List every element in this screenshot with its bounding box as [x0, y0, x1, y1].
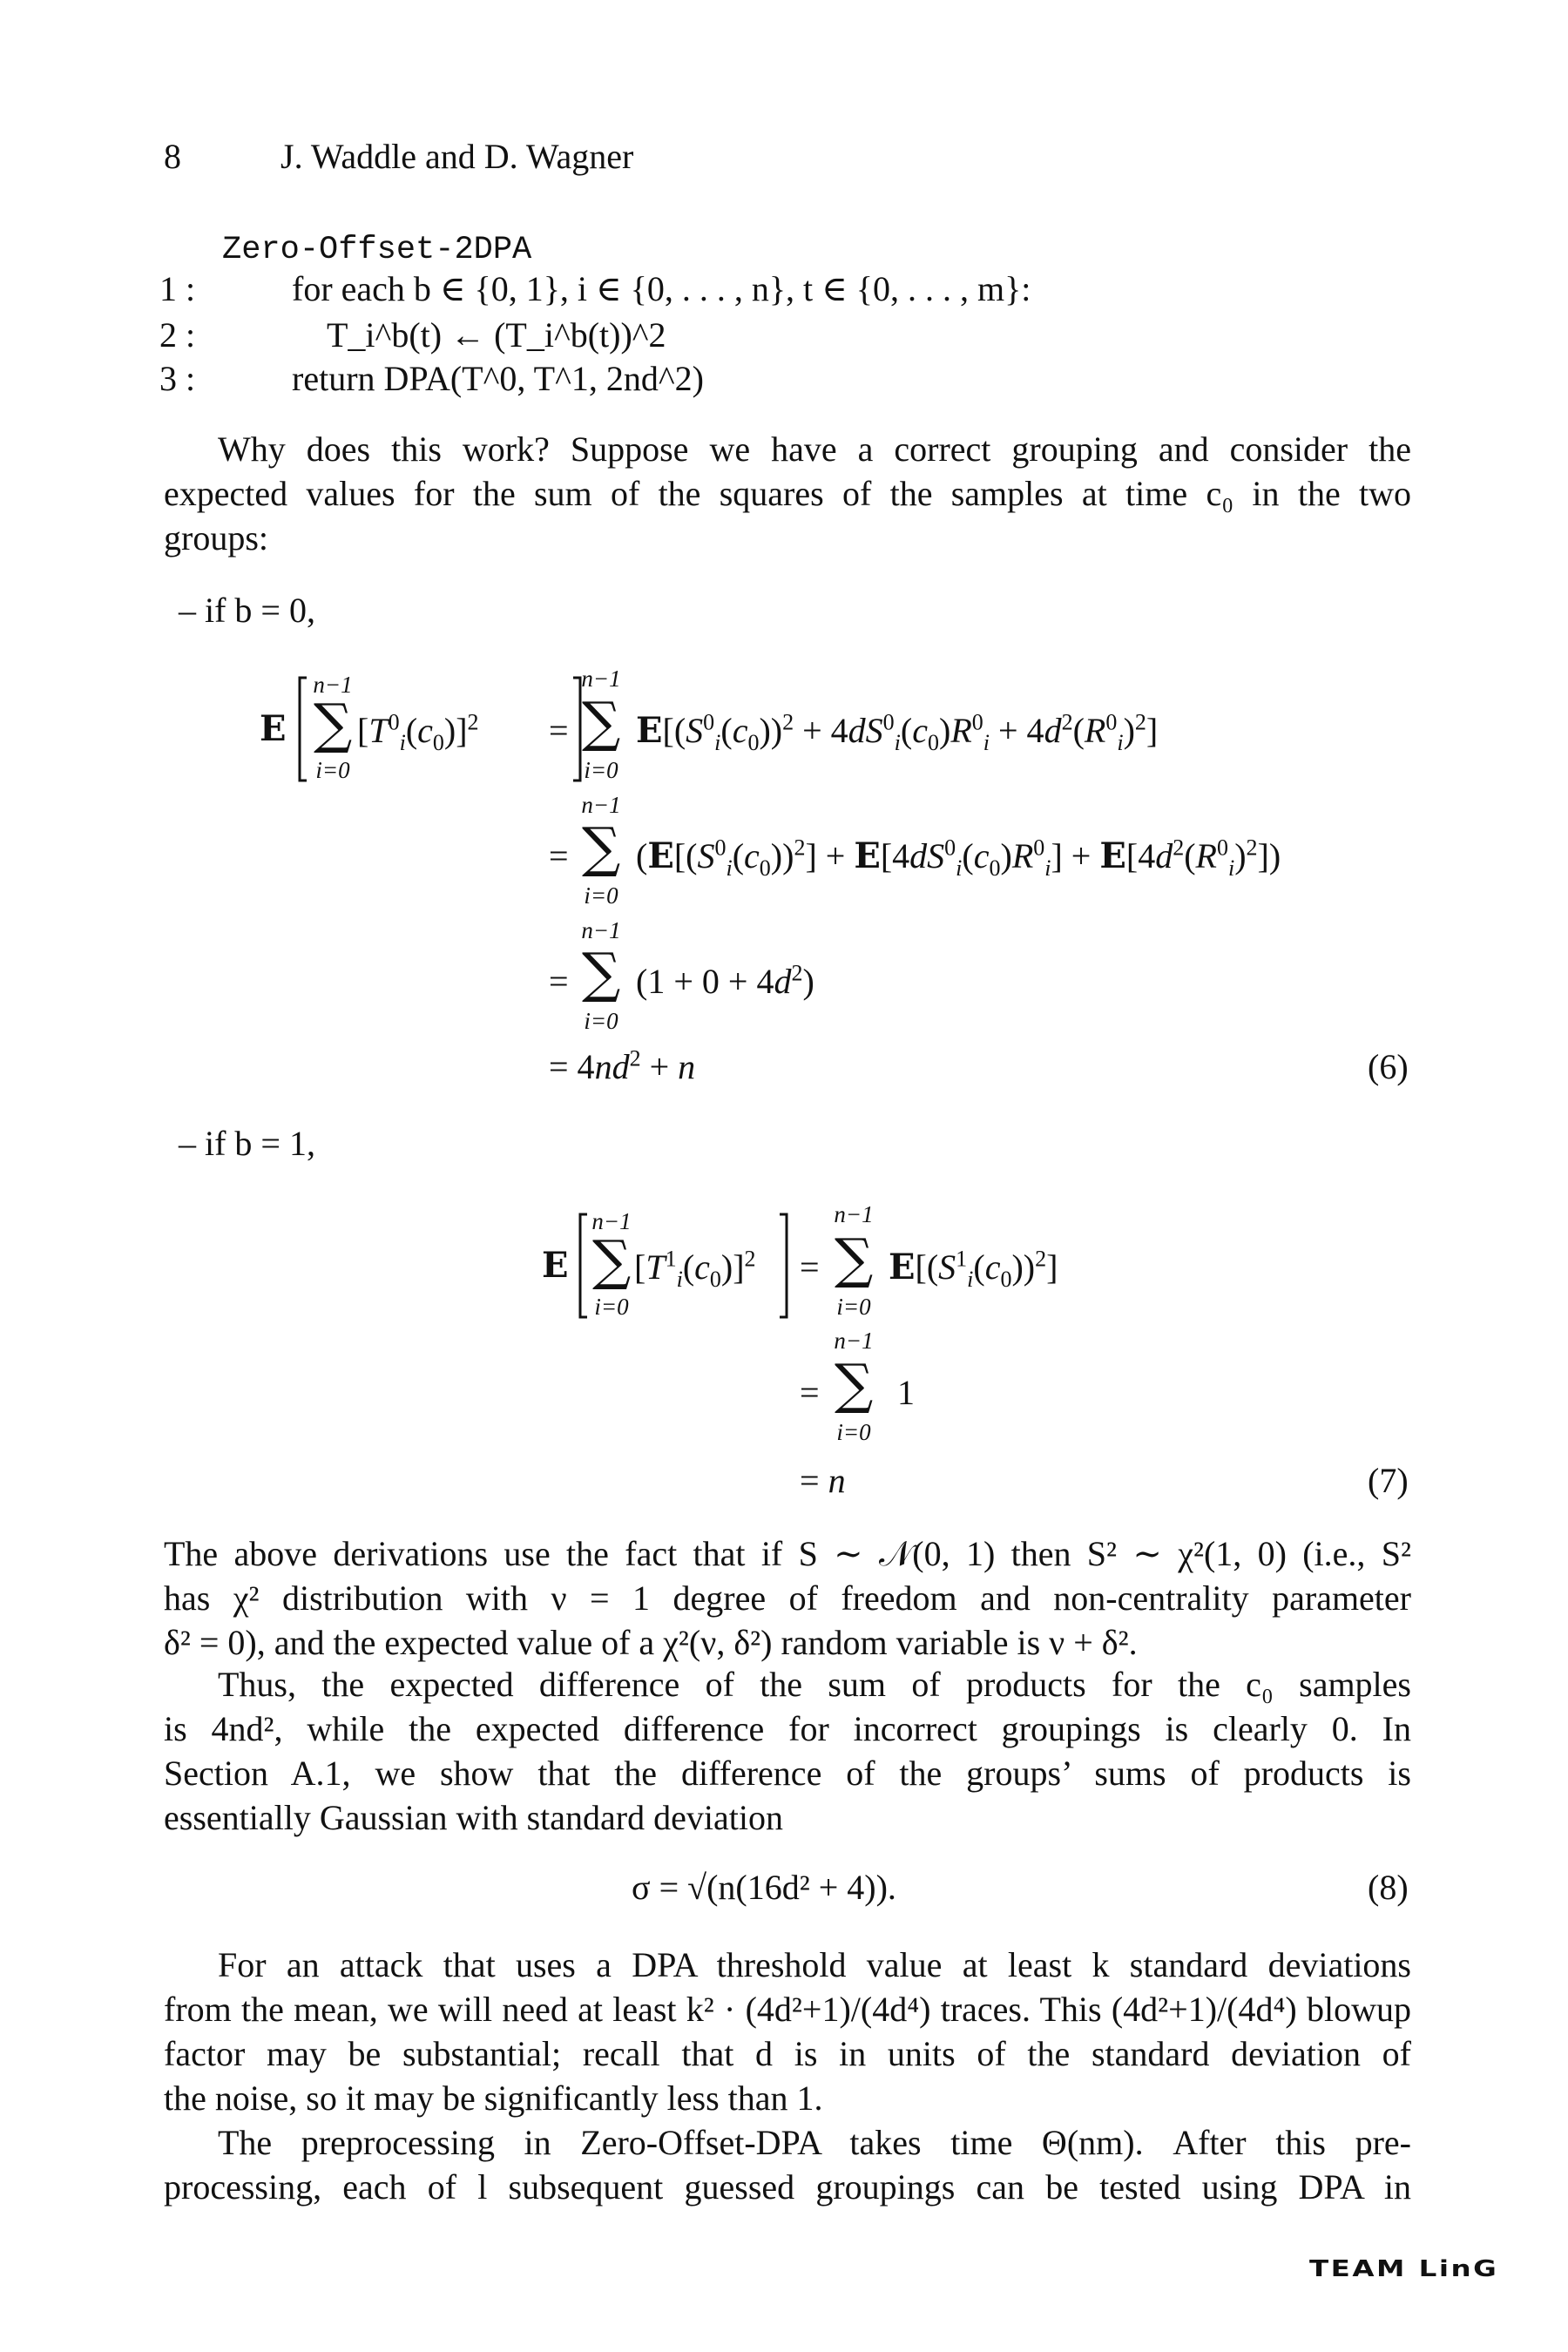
- equation-6-rhs-line-3: $(1 + 0 + 4d^2)$: [636, 960, 814, 1001]
- text-line: essentially Gaussian with standard deviation: [164, 1798, 783, 1837]
- text-line: The preprocessing in Zero-Offset-DPA takes time Θ(nm). After this pre-: [218, 2123, 1411, 2162]
- expectation-symbol: E: [260, 708, 287, 749]
- equation-7-rhs-line-2: 1: [897, 1373, 915, 1412]
- case-b0-label: – if b = 0,: [179, 591, 315, 630]
- summation-symbol: ∑: [835, 1352, 874, 1416]
- text-line: is 4nd², while the expected difference for incorrect groupings is clearly 0. In: [164, 1709, 1411, 1748]
- lhs-term: $[T^0_i(c_0)]^2$: [357, 709, 479, 755]
- text-line: groups:: [164, 518, 268, 558]
- summation-symbol: ∑: [582, 941, 621, 1004]
- text-line: the noise, so it may be significantly less than 1.: [164, 2078, 823, 2118]
- equation-6-number: (6): [1368, 1047, 1409, 1086]
- sum-lower-limit: i=0: [584, 882, 618, 909]
- algorithm-line-number-2: 2 :: [159, 315, 196, 355]
- summation-symbol: ∑: [582, 690, 621, 754]
- sum-upper-limit: n−1: [834, 1201, 874, 1227]
- page-number: 8: [164, 137, 181, 176]
- text-line: from the mean, we will need at least k² · (4d²+1)/(4d⁴) traces. This (4d²+1)/(4d⁴) blowup: [164, 1990, 1411, 2029]
- summation-symbol: ∑: [592, 1228, 632, 1292]
- equation-6-rhs-line-2: $(E[(S^0_i(c_0))^2] + E[4dS^0_i(c_0)R^0_i] + E[4d^2(R^0_i)^2])$: [636, 835, 1281, 881]
- left-square-bracket: [300, 678, 307, 781]
- attack-paragraph: [164, 1943, 1411, 2120]
- summation-symbol: ∑: [835, 1227, 874, 1290]
- sum-upper-limit: n−1: [581, 666, 621, 692]
- sum-lower-limit: i=0: [594, 1294, 629, 1320]
- summation-symbol: ∑: [314, 692, 353, 755]
- summation-symbol: ∑: [582, 815, 621, 879]
- sum-lower-limit: i=0: [584, 1008, 618, 1034]
- expectation-symbol: E: [542, 1245, 569, 1286]
- text-line: has χ² distribution with ν = 1 degree of freedom and non-centrality parameter: [164, 1578, 1411, 1618]
- sum-upper-limit: n−1: [591, 1208, 632, 1234]
- derivation-paragraph: [164, 1531, 1411, 1665]
- algorithm-line-number-1: 1 :: [159, 269, 196, 308]
- text-line: Section A.1, we show that the difference of the groups’ sums of products is: [164, 1754, 1411, 1793]
- preprocessing-paragraph: [164, 2120, 1411, 2209]
- sum-lower-limit: i=0: [315, 757, 350, 783]
- equals-sign: =: [800, 1373, 820, 1412]
- algorithm-title: Zero-Offset-2DPA: [222, 232, 532, 268]
- thus-paragraph: [164, 1662, 1411, 1840]
- sum-upper-limit: n−1: [581, 917, 621, 943]
- text-line: Thus, the expected difference of the sum of products for the c₀ samples: [218, 1665, 1411, 1704]
- equals-sign: =: [549, 836, 569, 875]
- intro-paragraph: [164, 427, 1411, 560]
- algorithm-line-number-3: 3 :: [159, 359, 196, 398]
- team-ling-logo: TEAM LinG: [1309, 2256, 1499, 2282]
- sum-upper-limit: n−1: [313, 672, 353, 698]
- text-line: The above derivations use the fact that if S ∼ 𝒩(0, 1) then S² ∼ χ²(1, 0) (i.e., S²: [164, 1534, 1411, 1573]
- equation-6-rhs-line-4: = $4nd^2 + n$: [549, 1045, 696, 1086]
- equation-6-rhs-line-1: $E[(S^0_i(c_0))^2 + 4dS^0_i(c_0)R^0_i + 4d^2(R^0_i)^2]$: [636, 709, 1159, 755]
- text-line: expected values for the sum of the squares of the samples at time c₀ in the two: [164, 474, 1411, 513]
- sum-lower-limit: i=0: [584, 757, 618, 783]
- sum-upper-limit: n−1: [834, 1328, 874, 1354]
- equation-8-number: (8): [1368, 1868, 1409, 1907]
- right-square-bracket: [780, 1214, 787, 1317]
- running-title: J. Waddle and D. Wagner: [280, 137, 634, 176]
- text-line: δ² = 0), and the expected value of a χ²(ν, δ²) random variable is ν + δ².: [164, 1623, 1138, 1662]
- sum-lower-limit: i=0: [836, 1294, 871, 1320]
- equation-7-rhs-line-1: $E[(S^1_i(c_0))^2]$: [889, 1246, 1058, 1292]
- equation-8: σ = √(n(16d² + 4)).: [632, 1868, 896, 1907]
- equation-7-rhs-line-3: = n: [800, 1461, 846, 1500]
- lhs-term: $[T^1_i(c_0)]^2$: [634, 1246, 756, 1292]
- text-line: processing, each of l subsequent guessed groupings can be tested using DPA in: [164, 2167, 1411, 2207]
- equals-sign: =: [549, 711, 569, 750]
- sum-upper-limit: n−1: [581, 792, 621, 818]
- algorithm-line-2: T_i^b(t) ← (T_i^b(t))^2: [327, 315, 666, 355]
- text-line: Why does this work? Suppose we have a correct grouping and consider the: [218, 429, 1411, 469]
- text-line: factor may be substantial; recall that d is in units of the standard deviation of: [164, 2034, 1411, 2073]
- text-line: For an attack that uses a DPA threshold value at least k standard deviations: [218, 1945, 1411, 1984]
- equals-sign: =: [800, 1247, 820, 1287]
- equation-7-number: (7): [1368, 1461, 1409, 1500]
- equals-sign: =: [549, 962, 569, 1001]
- algorithm-line-1: for each b ∈ {0, 1}, i ∈ {0, . . . , n}, t ∈ {0, . . . , m}:: [292, 269, 1031, 308]
- case-b1-label: – if b = 1,: [179, 1124, 315, 1163]
- algorithm-line-3: return DPA(T^0, T^1, 2nd^2): [292, 359, 704, 398]
- sum-lower-limit: i=0: [836, 1419, 871, 1445]
